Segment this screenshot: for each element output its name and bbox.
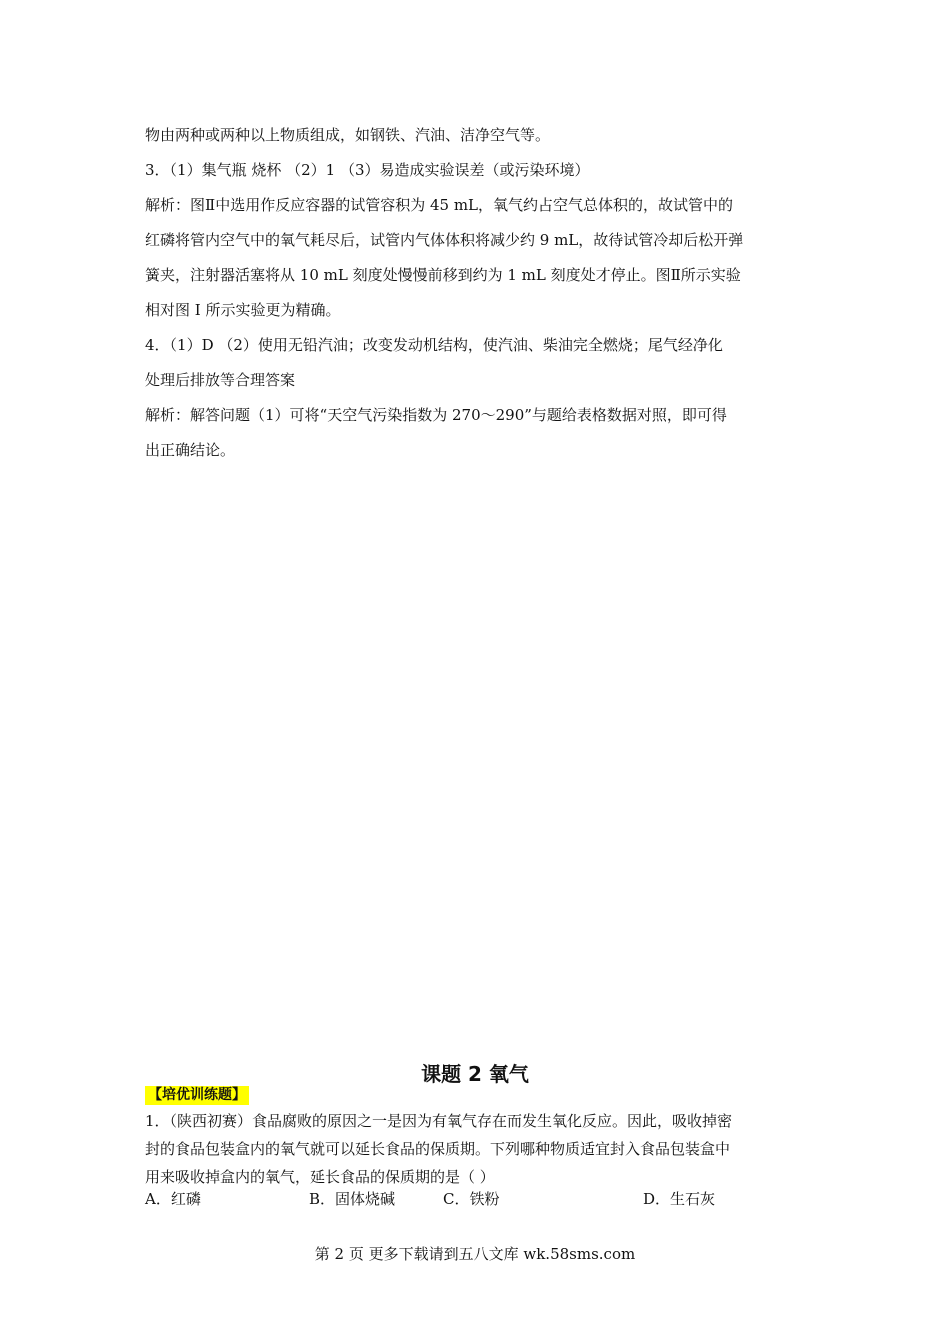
question-line: 1．（陕西初赛）食品腐败的原因之一是因为有氧气存在而发生氧化反应。因此，吸收掉密	[145, 1112, 733, 1130]
answer-line: 4．（1）D （2）使用无铅汽油；改变发动机结构，使汽油、柴油完全燃烧；尾气经净化	[145, 336, 723, 354]
option-d: D．生石灰	[643, 1190, 716, 1208]
question-block	[145, 1107, 807, 1191]
answer-line: 簧夹，注射器活塞将从 10 mL 刻度处慢慢前移到约为 1 mL 刻度处才停止。图Ⅱ所示实验	[145, 266, 741, 284]
answer-line: 解析：图Ⅱ中选用作反应容器的试管容积为 45 mL，氧气约占空气总体积的，故试管中的	[145, 196, 734, 214]
answer-line: 解析：解答问题（1）可将“天空气污染指数为 270～290”与题给表格数据对照，即可得	[145, 406, 727, 424]
answer-block	[145, 118, 807, 468]
answer-line: 处理后排放等合理答案	[145, 371, 296, 389]
section-title: 课题 2 氧气	[421, 1062, 529, 1086]
page-footer: 第 2 页 更多下载请到五八文库 wk.58sms.com	[314, 1245, 636, 1263]
section-tag: 【培优训练题】	[145, 1086, 249, 1105]
answer-line: 3．（1）集气瓶 烧杯 （2）1 （3）易造成实验误差（或污染环境）	[145, 161, 590, 179]
question-options	[0, 1185, 950, 1213]
answer-line: 红磷将管内空气中的氧气耗尽后，试管内气体体积将减少约 9 mL，故待试管冷却后松开弹	[145, 231, 744, 249]
question-line: 封的食品包装盒内的氧气就可以延长食品的保质期。下列哪种物质适宜封入食品包装盒中	[145, 1140, 731, 1158]
option-a: A．红磷	[145, 1190, 201, 1208]
answer-line: 出正确结论。	[145, 441, 236, 459]
option-c: C．铁粉	[443, 1190, 500, 1208]
answer-line: 物由两种或两种以上物质组成，如钢铁、汽油、洁净空气等。	[145, 126, 551, 144]
option-b: B．固体烧碱	[309, 1190, 396, 1208]
question-line: 用来吸收掉盒内的氧气，延长食品的保质期的是（ ）	[145, 1168, 495, 1186]
answer-line: 相对图 I 所示实验更为精确。	[145, 301, 341, 319]
